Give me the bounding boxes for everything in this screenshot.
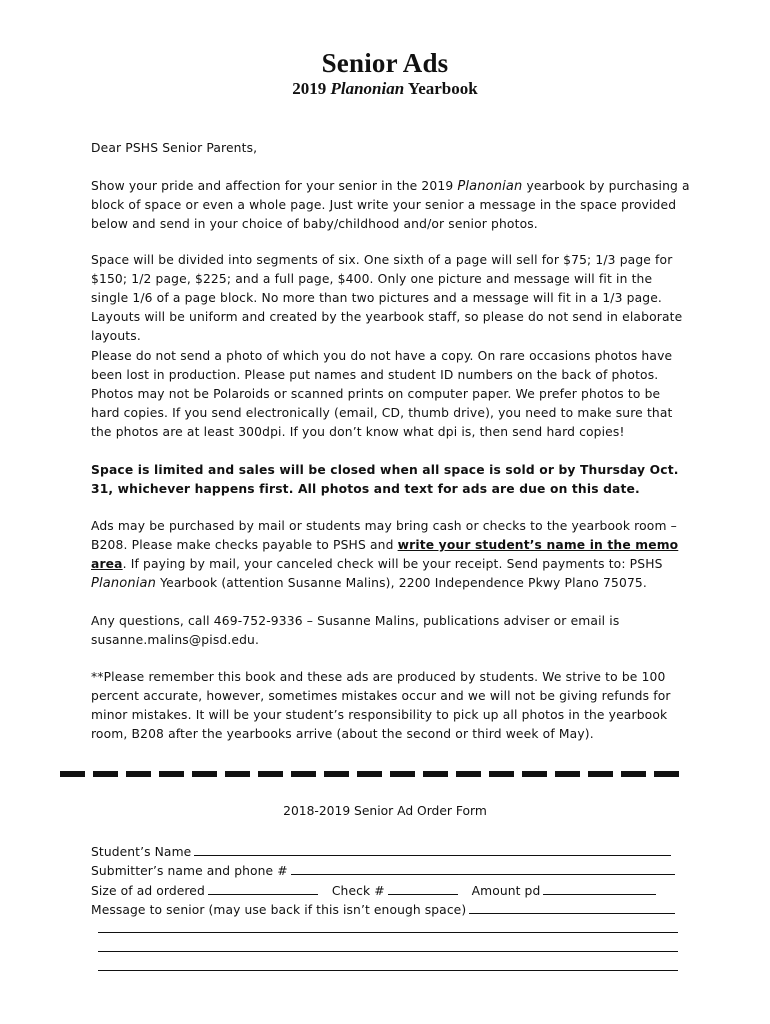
memo-instruction: write your student’s name in the memo area: [91, 538, 679, 571]
message-label: Message to senior (may use back if this isn’t enough space): [91, 902, 467, 917]
amount-paid-field[interactable]: [543, 881, 656, 895]
paragraph-intro-text-b: yearbook by purchasing a block of space or even a whole page. Just write your senior a message in the space provided below and send in your choice of baby/childhood and/or senior photos.: [91, 179, 690, 231]
page-title: Senior Ads: [321, 48, 449, 78]
message-line[interactable]: [98, 932, 678, 933]
submitter-label: Submitter’s name and phone #: [91, 864, 288, 879]
check-number-label: Check #: [331, 883, 385, 898]
check-number-field[interactable]: [388, 881, 458, 895]
size-check-amount-row: [91, 881, 681, 900]
paragraph-contact: Any questions, call 469-752-9336 – Susanne Malins, publications adviser or email is susanne.malins@pisd.edu.: [91, 614, 620, 647]
submitter-field[interactable]: [291, 861, 675, 875]
submitter-row: [91, 861, 681, 880]
paragraph-intro: [91, 177, 691, 234]
subtitle-yearbook-name: Planonian: [330, 79, 405, 98]
message-field[interactable]: [469, 900, 675, 914]
ad-size-field[interactable]: [208, 881, 318, 895]
paragraph-payment: [91, 517, 691, 593]
message-line[interactable]: [98, 951, 678, 952]
paragraph-disclaimer: **Please remember this book and these ads are produced by students. We strive to be 100 percent accurate, however, sometimes mistakes occur and we will not be giving refunds for minor mistakes. It will be your student’s responsibility to pick up all photos in the yearbook room, B208 after the yearbooks arrive (about the second or third week of May).: [91, 670, 671, 741]
letter-greeting: Dear PSHS Senior Parents,: [91, 141, 258, 155]
yearbook-name: Planonian: [457, 179, 523, 194]
student-name-label: Student’s Name: [91, 845, 192, 859]
message-row: [91, 900, 681, 919]
paragraph-pricing: Space will be divided into segments of six. One sixth of a page will sell for $75; 1/3 page for $150; 1/2 page, $225; and a full page, $400. Only one picture and message will fit in the single 1/6 of a page block. No more than two pictures and a message will fit in a 1/3 page. Layouts will be uniform and created by the yearbook staff, so please do not send in elaborate layouts.: [91, 253, 683, 343]
student-name-row: [91, 842, 681, 861]
student-name-field[interactable]: [194, 842, 671, 856]
paragraph-photos: Please do not send a photo of which you do not have a copy. On rare occasions photos have been lost in production. Please put names and student ID numbers on the back of photos. Photos may not be Polaroids or scanned prints on computer paper. We prefer photos to be hard copies. If you send electronically (email, CD, thumb drive), you need to make sure that the photos are at least 300dpi. If you don’t know what dpi is, then send hard copies!: [91, 349, 673, 439]
order-form-title: 2018-2019 Senior Ad Order Form: [283, 804, 487, 818]
message-line[interactable]: [98, 970, 678, 971]
paragraph-deadline: Space is limited and sales will be closed when all space is sold or by Thursday Oct. 31, whichever happens first. All photos and text for ads are due on this date.: [91, 463, 679, 496]
paragraph-intro-text-a: Show your pride and affection for your senior in the 2019: [91, 179, 458, 193]
order-form: [91, 842, 681, 919]
amount-paid-label: Amount pd: [471, 883, 541, 898]
paragraph-payment-text-a: Ads may be purchased by mail or students may bring cash or checks to the yearbook room – B208. Please make checks payable to PSHS and: [91, 519, 677, 552]
paragraph-payment-text-c: Yearbook (attention Susanne Malins), 2200 Independence Pkwy Plano 75075.: [156, 576, 647, 590]
paragraph-payment-text-b: . If paying by mail, your canceled check will be your receipt. Send payments to: PSHS: [122, 557, 663, 571]
yearbook-name: Planonian: [91, 576, 157, 591]
page-subtitle: [0, 79, 770, 99]
subtitle-year: 2019: [292, 79, 327, 98]
subtitle-rest: Yearbook: [407, 79, 478, 98]
ad-size-label: Size of ad ordered: [91, 883, 205, 898]
cut-line-divider: [60, 771, 685, 777]
